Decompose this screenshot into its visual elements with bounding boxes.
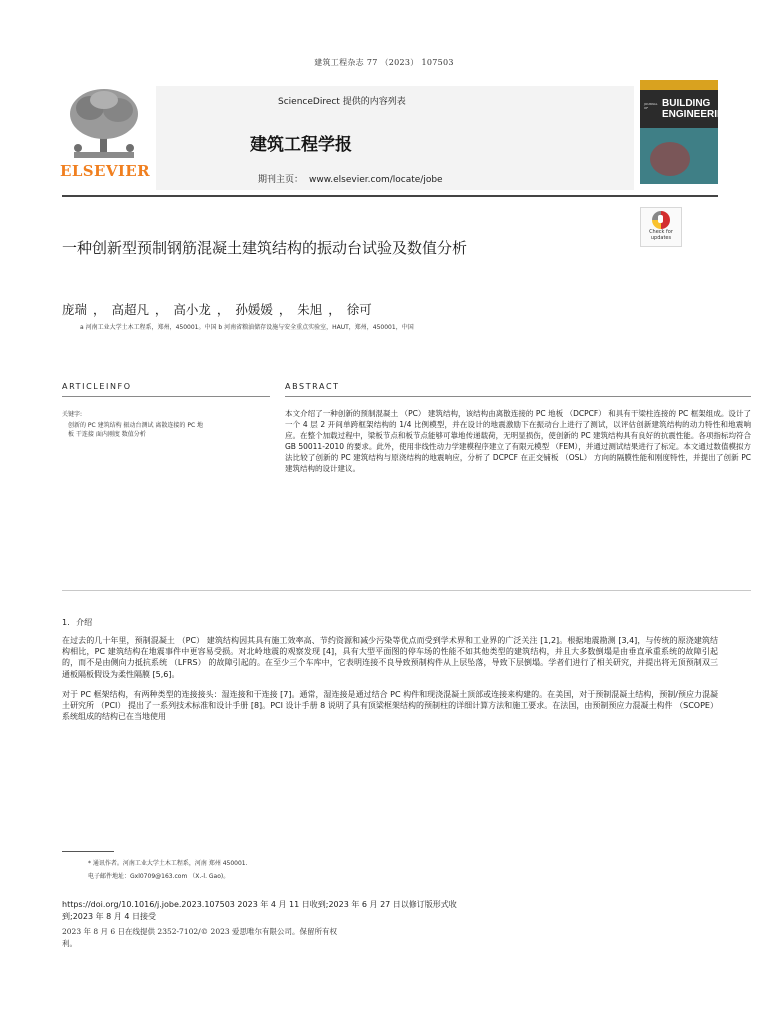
journal-reference: 建筑工程杂志 77 （2023） 107503 — [314, 58, 454, 67]
footnote-divider — [62, 851, 114, 852]
copyright-notice: 2023 年 8 月 6 日在线提供 2352-7102/© 2023 爱思唯尔有限公司。保留所有权利。 — [62, 927, 338, 948]
intro-paragraph-2: 对于 PC 框架结构，有两种类型的连接接头：湿连接和干连接 [7]。通常，湿连接是通过结合 PC 构件和现浇混凝土顶部或连接来构建的。在美国，对于预制混凝土结构，预制/预应力混凝土研究所 （PCI） 提出了一系列技术标准和设计手册 [8]。PCI 设计手册 8 说明了具有顶梁框架结构的预制柱的详细计算方法和施工要求。在法国，由预制预应力混凝土构件 （SCOPE） 系统组成的结构已在当地使用 — [62, 690, 718, 722]
abstract-bottom-rule — [62, 590, 751, 591]
doi-and-dates[interactable]: https://doi.org/10.1016/j.jobe.2023.107503 2023 年 4 月 11 日收到;2023 年 6 月 27 日以修订版形式收到;2023 年 8 月 4 日接受 — [62, 900, 457, 921]
author-list[interactable]: 庞瑞 ， 高超凡 ， 高小龙 ， 孙媛媛 ， 朱旭 ， 徐可 — [62, 302, 372, 317]
cover-small-text: JOURNAL OF — [644, 102, 658, 110]
cover-title: BUILDING ENGINEERING — [662, 98, 733, 120]
check-for-updates-label: Check for updates — [649, 229, 673, 241]
section-title-introduction: 1. 介绍 — [62, 618, 93, 627]
contents-line: ScienceDirect 提供的内容列表 — [278, 97, 406, 107]
homepage-label: 期刊主页： — [258, 175, 304, 185]
footnote-email[interactable]: 电子邮件地址：Gxl0709@163.com （X.-l. Gao)。 — [88, 873, 230, 880]
article-info-rule — [62, 396, 270, 397]
check-for-updates-icon — [652, 211, 670, 229]
footnote-corresponding-author: * 通讯作者。河南工业大学土木工程系，河南 郑州 450001. — [88, 860, 248, 867]
abstract-heading: ABSTRACT — [285, 382, 340, 391]
homepage-link[interactable]: www.elsevier.com/locate/jobe — [309, 175, 443, 185]
journal-name[interactable]: 建筑工程学报 — [250, 135, 352, 155]
elsevier-wordmark: ELSEVIER — [60, 162, 150, 180]
journal-cover-image[interactable] — [640, 80, 733, 184]
abstract-text: 本文介绍了一种创新的预制混凝土 （PC） 建筑结构，该结构由离散连接的 PC 地板 （DCPCF） 和具有干梁柱连接的 PC 框架组成。设计了一个 4 层 2 开间单跨框架结构的 1/4 比例模型，并在设计的地震激励下在振动台上进行了测试，以评估创新建筑结构的动力特性和地震响应。在整个加载过程中，梁板节点和板节点能够可靠地传递载荷，无明显损伤，使创新的 PC 建筑结构具有良好的抗震性能。各项指标均符合 GB 50011-2010 的要求。此外，使用非线性动力学建模程序建立了有限元模型 （FEM），并通过测试结果进行了标定。本文通过数值模拟方法比较了创新的 PC 建筑结构与原浇结构的地震响应，分析了 DCPCF 在正交铺板 （OSL） 方向的隔膜性能和刚度特性，并提出了创新 PC 建筑结构的设计建议。 — [285, 409, 751, 474]
article-title: 一种创新型预制钢筋混凝土建筑结构的振动台试验及数值分析 — [62, 239, 468, 257]
article-info-heading: ARTICLEINFO — [62, 382, 132, 391]
keywords-list: 创新的 PC 建筑结构 振动台测试 离散连接的 PC 地板 干连接 面内刚度 数值分析 — [68, 422, 204, 438]
keywords-label: 关键字: — [62, 411, 83, 418]
abstract-rule — [285, 396, 751, 397]
journal-homepage — [258, 172, 443, 185]
affiliations: a 河南工业大学土木工程系，郑州，450001。中国 b 河南省粮油储存设施与安全重点实验室，HAUT，郑州，450001，中国 — [80, 324, 414, 331]
intro-paragraph-1: 在过去的几十年里，预制混凝土 （PC） 建筑结构因其具有施工效率高、节约资源和减少污染等优点而受到学术界和工业界的广泛关注 [1,2]。根据地震勘测 [3,4]，与传统的原浇建筑结构相比，PC 建筑结构在地震事件中更容易受损。对北岭地震的观察发现 [4]，具有大型平面图的停车场的性能不如其他类型的建筑结构，并且大多数倒塌是由垂直承重系统的故障引起的，而不是由侧向力抵抗系统 （LFRS） 的故障引起的。在至少三个车库中，它表明连接不良导致预制构件从上层坠落，导致下层倒塌。学者们进行了相关研究，并提出将无顶预制双三通板隔板假设为柔性隔膜 [5,6]。 — [62, 636, 718, 679]
check-for-updates-button[interactable] — [640, 207, 682, 247]
header-divider — [62, 195, 718, 197]
